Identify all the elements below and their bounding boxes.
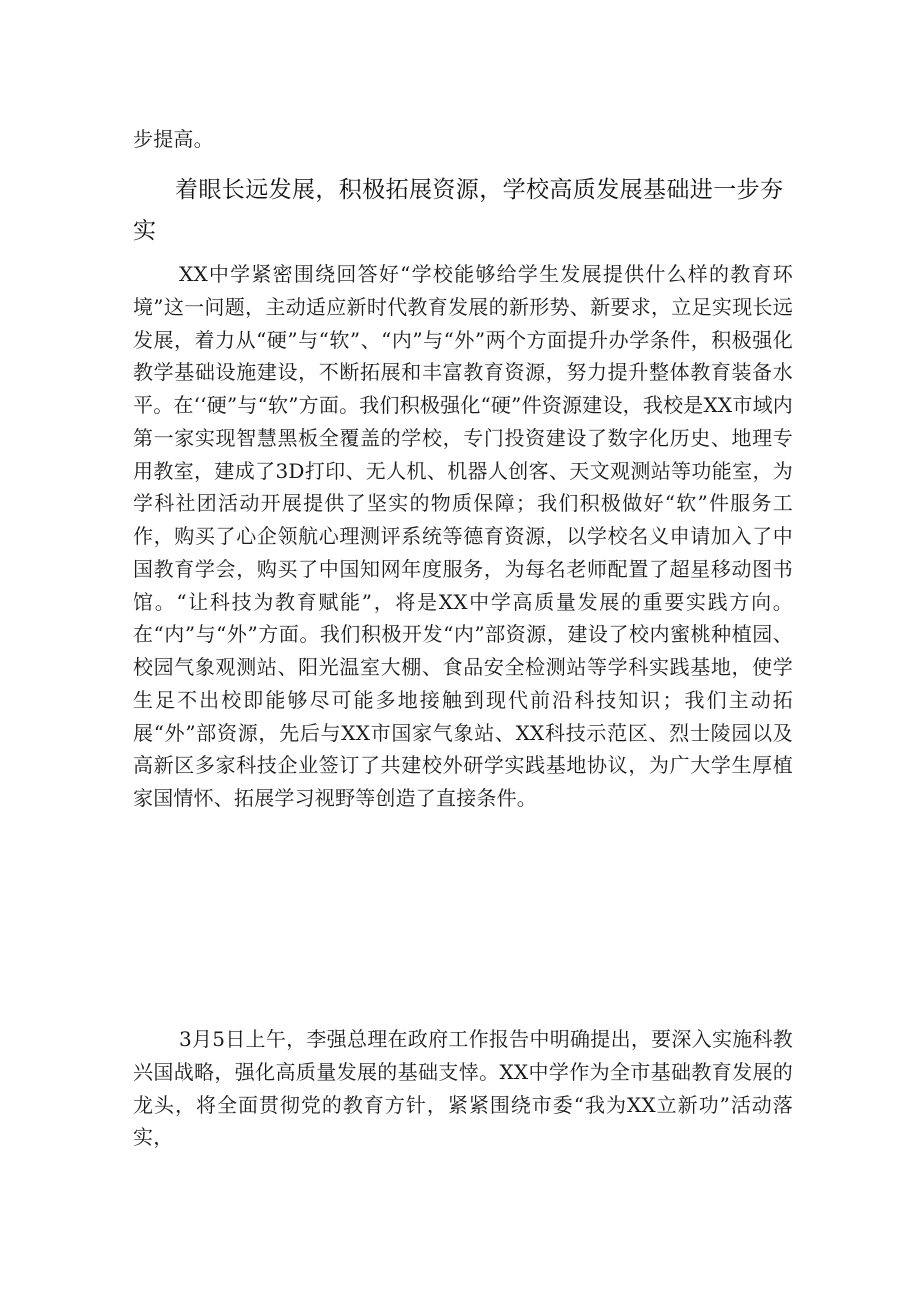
body-paragraph-strategy: 3月5日上午，李强总理在政府工作报告中明确提出，要深入实施科教兴国战略，强化高质量发展的基础支悻。XX中学作为全市基础教育发展的龙头，将全面贯彻党的教育方针，紧紧围绕市委“我为XX立新功”活动落实， [133,1027,793,1150]
body-paragraph-resources: XX中学紧密围绕回答好“学校能够给学生发展提供什么样的教育环境”这一问题，主动适应新时代教育发展的新形势、新要求，立足实现长远发展，着力从“硬”与“软”、“内”与“外”两个方面提升办学条件，积极强化教学基础设施建设，不断拓展和丰富教育资源，努力提升整体教育装备水平。在‘‘硬”与“软”方面。我们积极强化“硬”件资源建设，我校是XX市域内第一家实现智慧黑板全覆盖的学校，专门投资建设了数字化历史、地理专用教室，建成了3D打印、无人机、机器人创客、天文观测站等功能室，为学科社团活动开展提供了坚实的物质保障；我们积极做好“软”件服务工作，购买了心企领航心理测评系统等德育资源，以学校名义申请加入了中国教育学会，购买了中国知网年度服务，为每名老师配置了超星移动图书馆。“让科技为教育赋能”，将是XX中学高质量发展的重要实践方向。在“内”与“外”方面。我们积极开发“内”部资源，建设了校内蜜桃种植园、校园气象观测站、阳光温室大棚、食品安全检测站等学科实践基地，使学生足不出校即能够尽可能多地接触到现代前沿科技知识；我们主动拓展“外”部资源，先后与XX市国家气象站、XX科技示范区、烈士陵园以及高新区多家科技企业签订了共建校外研学实践基地协议，为广大学生厚植家国情怀、拓展学习视野等创造了直接条件。 [133,262,793,810]
continued-text-line: 步提高。 [133,127,214,151]
section-heading: 着眼长远发展，积极拓展资源，学校高质发展基础进一步夯实 [133,177,784,244]
